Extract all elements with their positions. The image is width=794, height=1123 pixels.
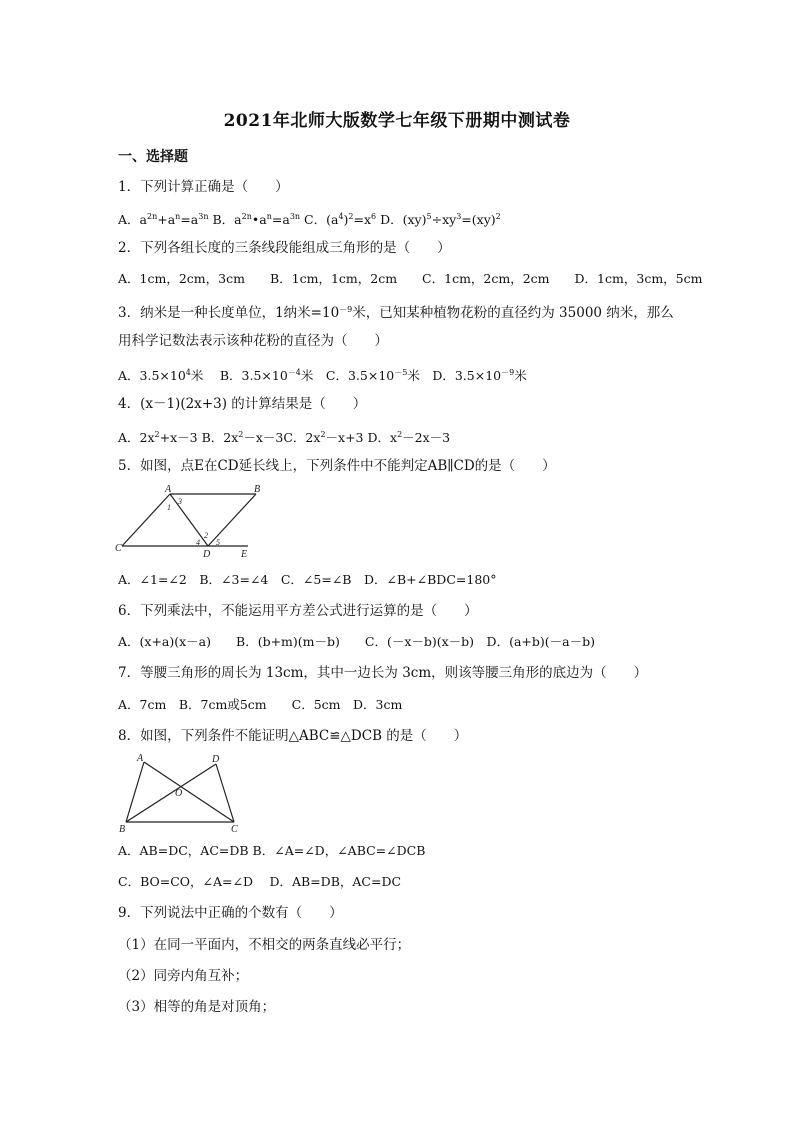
question-7-stem: 7．等腰三角形的周长为 13cm，其中一边长为 3cm，则该等腰三角形的底边为（ ） — [118, 665, 648, 681]
label-B: B — [254, 484, 261, 495]
question-3-stem-line2: 用科学记数法表示该种花粉的直径为（ ） — [118, 333, 388, 349]
question-4-stem: 4．(x－1)(2x+3) 的计算结果是（ ） — [118, 396, 367, 412]
question-9-statement-2: （2）同旁内角互补； — [118, 968, 249, 984]
segment-ca — [122, 494, 170, 546]
question-5-stem: 5．如图，点E在CD延长线上，下列条件中不能判定AB∥CD的是（ ） — [118, 458, 556, 474]
question-6-options: A．(x+a)(x－a) B．(b+m)(m－b) C．(－x－b)(x－b) D．(a+b)(－a－b) — [118, 634, 595, 649]
question-9-statement-1: （1）在同一平面内，不相交的两条直线必平行； — [118, 937, 411, 953]
question-7-options: A．7cm B．7cm或5cm C．5cm D．3cm — [118, 697, 403, 712]
segment-bd — [126, 764, 216, 822]
question-4-options: A．$2x^2+x-3$ B．$2x^2-x-3C$．$2x^2-x+3$ D．$x^2-2x-3$ — [118, 430, 451, 445]
label-B: B — [119, 824, 126, 835]
question-8-stem: 8．如图，下列条件不能证明△ABC≌△DCB 的是（ ） — [118, 728, 468, 744]
question-8-options-line1: A．AB=DC，AC=DB B．∠A=∠D，∠ABC=∠DCB — [118, 843, 426, 858]
label-D: D — [203, 549, 211, 560]
segment-ad — [170, 494, 208, 546]
question-6-stem: 6．下列乘法中，不能运用平方差公式进行运算的是（ ） — [118, 603, 478, 619]
question-2-options: A．1cm，2cm，3cm B．1cm，1cm，2cm C．1cm，2cm，2cm D．1cm，3cm，5cm — [118, 271, 703, 286]
page-title: 2021年北师大版数学七年级下册期中测试卷 — [223, 111, 571, 131]
question-2-stem: 2．下列各组长度的三条线段能组成三角形的是（ ） — [118, 240, 451, 256]
angle-label-2: 2 — [204, 531, 208, 540]
triangles-figure — [114, 752, 248, 836]
question-9-stem: 9．下列说法中正确的个数有（ ） — [118, 905, 343, 921]
segment-ba — [126, 762, 144, 822]
segment-cd — [216, 764, 234, 822]
angle-label-3: 3 — [178, 497, 182, 506]
label-A: A — [165, 484, 172, 495]
question-3-stem-line1: 3．纳米是一种长度单位，1纳米$=10^{-9}$米，已知某种植物花粉的直径约为 35000 纳米，那么 — [118, 305, 674, 321]
angle-label-5: 5 — [216, 538, 220, 547]
question-9-statement-3: （3）相等的角是对顶角； — [118, 999, 276, 1015]
label-E: E — [241, 549, 248, 560]
label-C: C — [115, 543, 122, 554]
section-heading: 一、选择题 — [118, 149, 188, 165]
label-C: C — [231, 824, 238, 835]
segment-ac — [144, 762, 234, 822]
question-3-options: A．$3.5\times 10^4$米 B．$3.5\times 10^{-4}$米 C．$3.5\times 10^{-5}$米 D．$3.5\times 10^{-9}$米 — [118, 368, 527, 383]
question-5-options: A．∠1=∠2 B．∠3=∠4 C．∠5=∠B D．∠B+∠BDC=180° — [118, 572, 497, 587]
question-1-options: A．$a^{2n}+a^n=a^{3n}$ B．$a^{2n}•a^n=a^{3n}$ C．$(a^4)^2=x^6$ D．$(xy)^5\div xy^3=(xy)^2$ — [118, 212, 501, 227]
label-D: D — [212, 754, 220, 765]
label-O: O — [175, 788, 183, 799]
question-1-stem: 1．下列计算正确是（ ） — [118, 179, 289, 195]
angle-label-1: 1 — [167, 503, 171, 512]
question-8-options-line2: C．BO=CO，∠A=∠D D．AB=DB，AC=DC — [118, 874, 402, 889]
angle-label-4: 4 — [196, 538, 200, 547]
parallelogram-figure — [112, 484, 262, 560]
label-A: A — [137, 753, 144, 764]
